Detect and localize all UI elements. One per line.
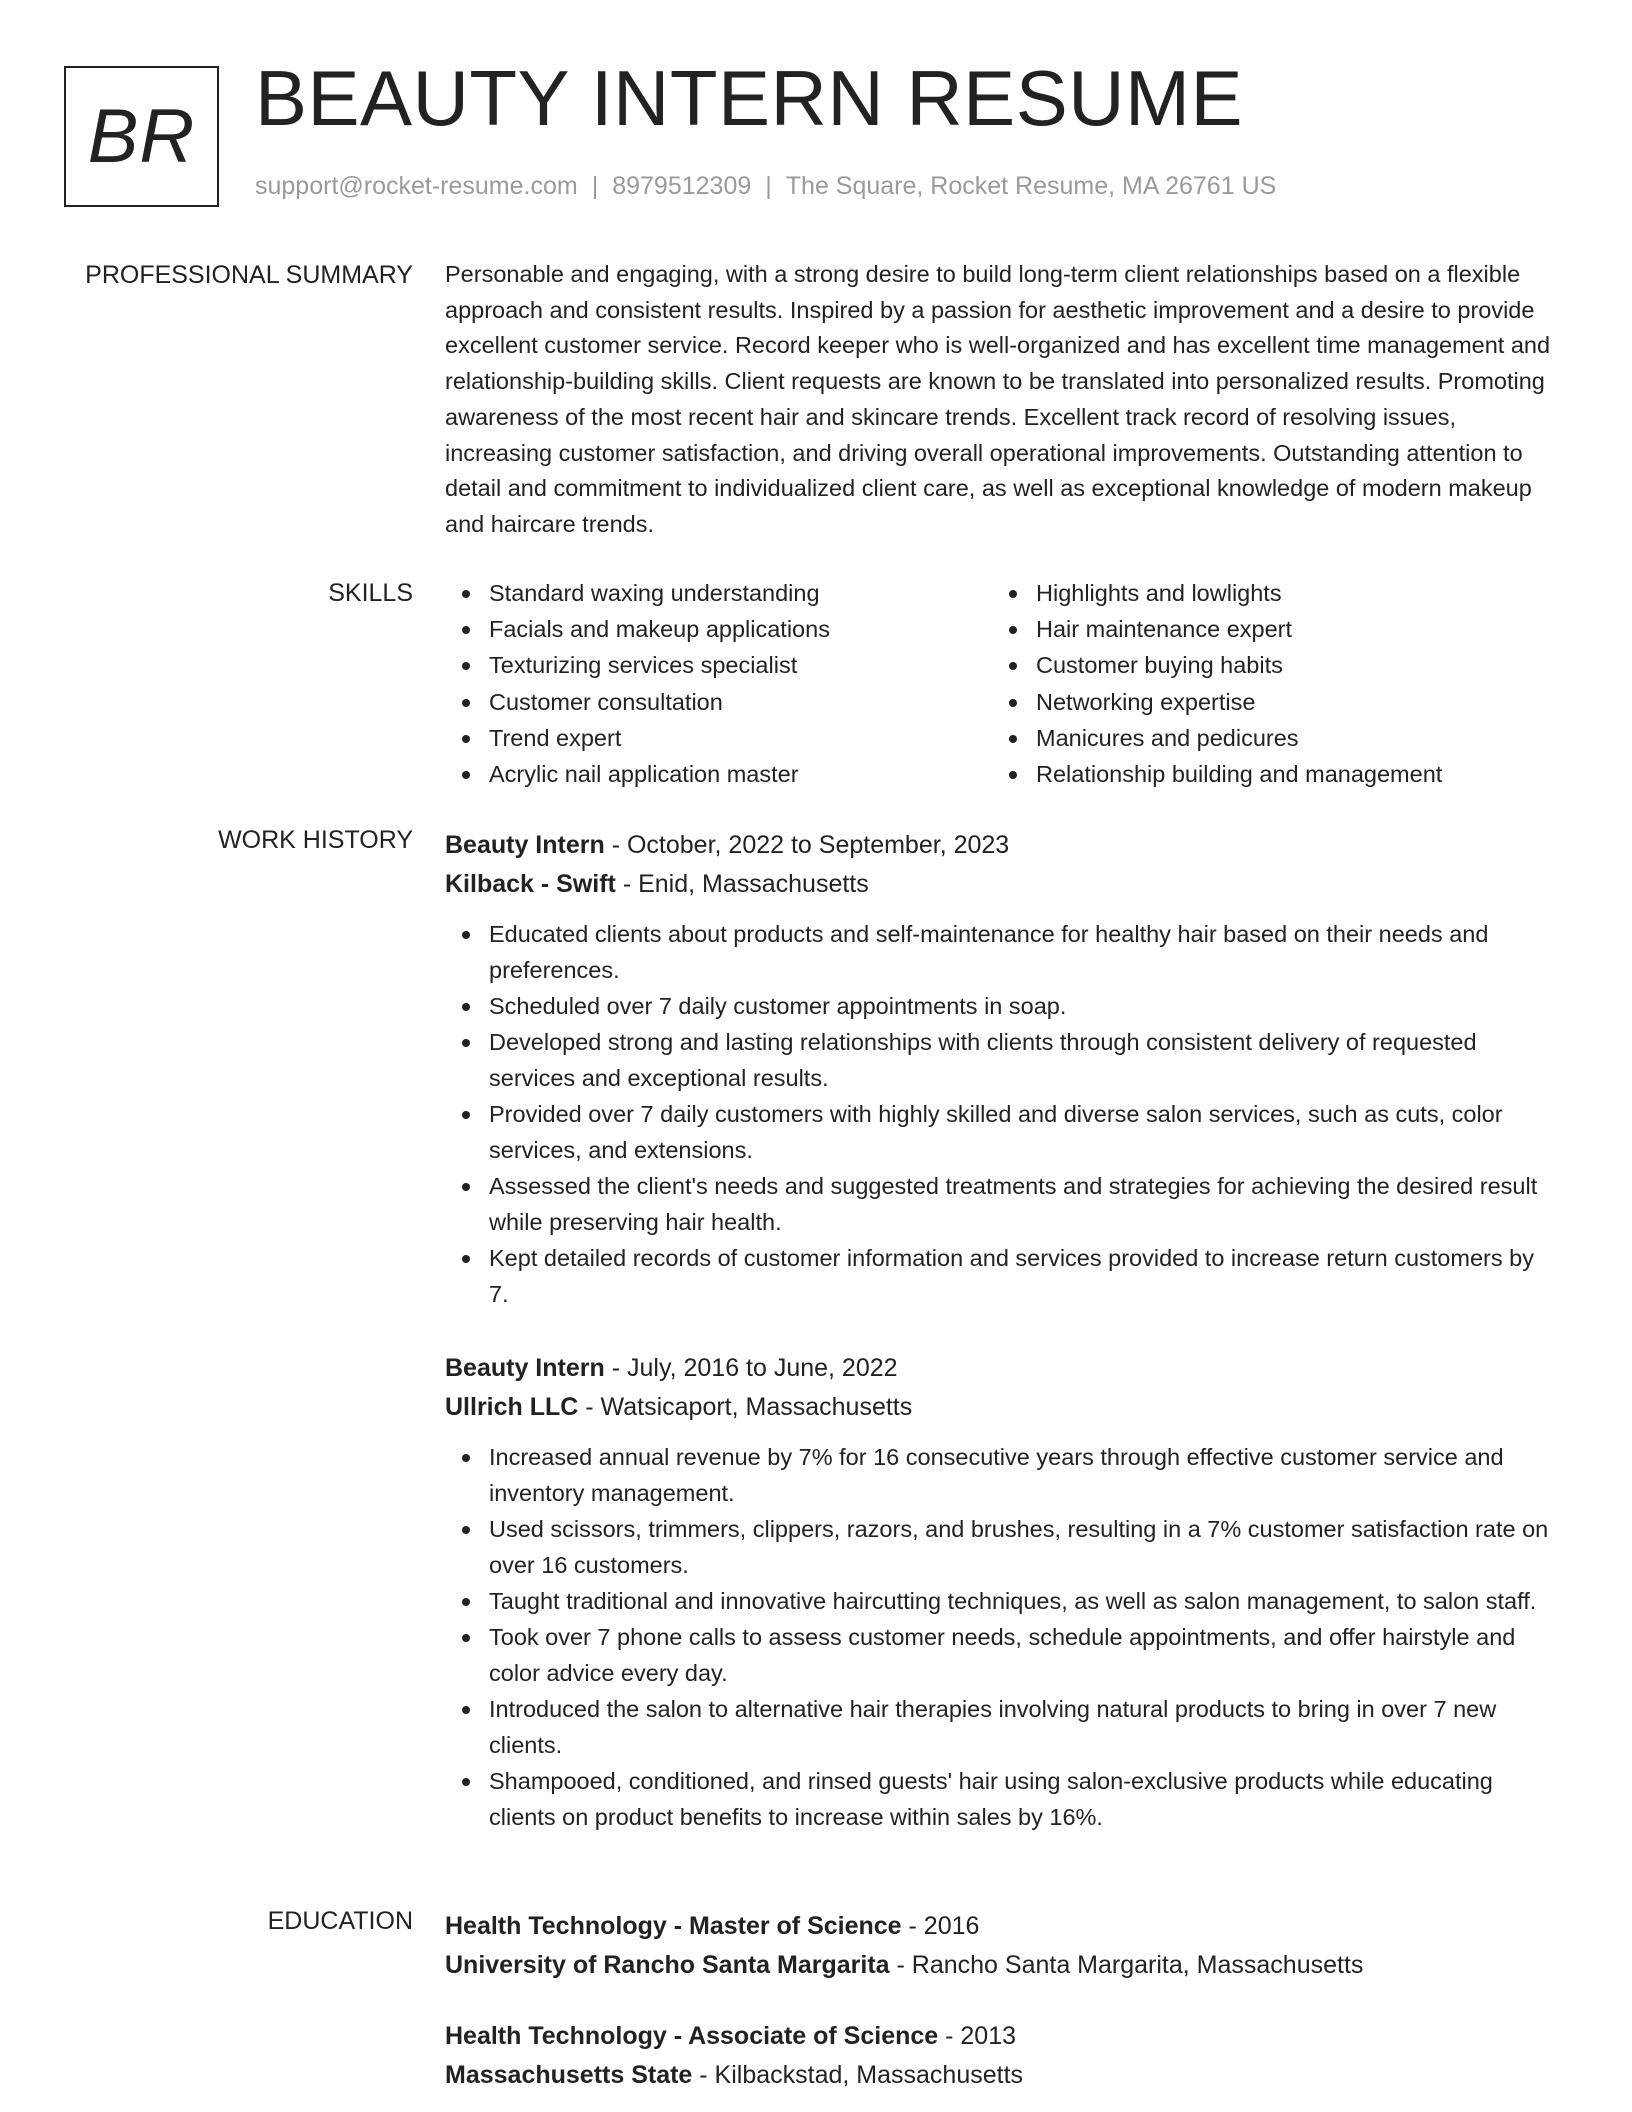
- education-body: [445, 1907, 1560, 1985]
- skill-item: Standard waxing understanding: [445, 575, 992, 611]
- education-body-2: [445, 2017, 1560, 2095]
- skill-item: Facials and makeup applications: [445, 611, 992, 647]
- job-title-line: [445, 1349, 1560, 1388]
- skill-item: Relationship building and management: [992, 756, 1442, 792]
- education-degree-line: [445, 1907, 1560, 1946]
- job-location: - Watsicaport, Massachusetts: [578, 1393, 913, 1421]
- education-school-line: [445, 1946, 1560, 1985]
- job-bullet: Kept detailed records of customer information and services provided to increase return customers by 7.: [445, 1240, 1560, 1312]
- skills-list-right: [992, 575, 1442, 792]
- job-bullet: Developed strong and lasting relationships with clients through consistent delivery of requested services and exceptional results.: [445, 1024, 1560, 1096]
- monogram-logo: BR: [64, 66, 219, 207]
- education-location: - Rancho Santa Margarita, Massachusetts: [889, 1951, 1364, 1979]
- contact-separator: |: [765, 172, 772, 200]
- job-bullet: Educated clients about products and self-maintenance for healthy hair based on their needs and preferences.: [445, 916, 1560, 988]
- education-school: University of Rancho Santa Margarita: [445, 1951, 890, 1979]
- skills-list-left: [445, 575, 992, 792]
- job-bullet: Scheduled over 7 daily customer appointments in soap.: [445, 988, 1560, 1024]
- skill-item: Trend expert: [445, 720, 992, 756]
- education-school-line: [445, 2056, 1560, 2095]
- contact-address: The Square, Rocket Resume, MA 26761 US: [785, 172, 1277, 200]
- summary-text: Personable and engaging, with a strong desire to build long-term client relationships based on a flexible approach and consistent results. Inspired by a passion for aesthetic improvement and a desire to provide excellent customer service. Record keeper who is well-organized and has excellent time management and relationship-building skills. Client requests are known to be translated into personalized results. Promoting awareness of the most recent hair and skincare trends. Excellent track record of resolving issues, increasing customer satisfaction, and driving overall operational improvements. Outstanding attention to detail and commitment to individualized client care, as well as exceptional knowledge of modern makeup and haircare trends.: [445, 261, 1551, 537]
- job-title: Beauty Intern: [445, 1354, 605, 1382]
- contact-line: [255, 172, 1276, 201]
- education-heading: EDUCATION: [267, 1907, 413, 1935]
- education-school: Massachusetts State: [445, 2061, 693, 2089]
- job-company: Kilback - Swift: [445, 870, 616, 898]
- job-title: Beauty Intern: [445, 831, 605, 859]
- job-bullet: Used scissors, trimmers, clippers, razors, and brushes, resulting in a 7% customer satisfaction rate on over 16 customers.: [445, 1511, 1560, 1583]
- contact-separator: |: [591, 172, 599, 200]
- skill-item: Acrylic nail application master: [445, 756, 992, 792]
- job-bullet: Shampooed, conditioned, and rinsed guests' hair using salon-exclusive products while educating clients on product benefits to increase within sales by 16%.: [445, 1763, 1560, 1835]
- job-dates: - July, 2016 to June, 2022: [604, 1354, 898, 1382]
- summary-body: [445, 261, 1560, 543]
- skill-item: Hair maintenance expert: [992, 611, 1442, 647]
- job-bullet: Assessed the client's needs and suggested treatments and strategies for achieving the desired result while preserving hair health.: [445, 1168, 1560, 1240]
- job-dates: - October, 2022 to September, 2023: [604, 831, 1010, 859]
- job-company: Ullrich LLC: [445, 1393, 579, 1421]
- work-history-body: [445, 826, 1560, 1312]
- skill-item: Customer consultation: [445, 684, 992, 720]
- job-company-line: [445, 1388, 1560, 1427]
- skills-grid: [445, 575, 1560, 792]
- job-bullets: [445, 916, 1560, 1312]
- job-entry: [445, 826, 1560, 1312]
- job-bullet: Taught traditional and innovative haircutting techniques, as well as salon management, to salon staff.: [445, 1583, 1560, 1619]
- job-bullet: Provided over 7 daily customers with highly skilled and diverse salon services, such as cuts, color services, and extensions.: [445, 1096, 1560, 1168]
- work-history-heading: WORK HISTORY: [218, 826, 413, 854]
- job-bullet: Increased annual revenue by 7% for 16 consecutive years through effective customer service and inventory management.: [445, 1439, 1560, 1511]
- job-company-line: [445, 865, 1560, 904]
- job-bullet: Took over 7 phone calls to assess customer needs, schedule appointments, and offer hairstyle and color advice every day.: [445, 1619, 1560, 1691]
- education-degree: Health Technology - Associate of Science: [445, 2022, 939, 2050]
- education-entry: [445, 2017, 1560, 2095]
- resume-title: BEAUTY INTERN RESUME: [255, 54, 1244, 142]
- education-entry: [445, 1907, 1560, 1985]
- skills-heading: SKILLS: [328, 579, 413, 607]
- education-location: - Kilbackstad, Massachusetts: [692, 2061, 1024, 2089]
- job-bullet: Introduced the salon to alternative hair therapies involving natural products to bring in over 7 new clients.: [445, 1691, 1560, 1763]
- education-year: - 2016: [901, 1912, 980, 1940]
- contact-email: support@rocket-resume.com: [255, 172, 578, 200]
- skills-body: [445, 579, 1560, 792]
- job-bullets: [445, 1439, 1560, 1835]
- skill-item: Customer buying habits: [992, 647, 1442, 683]
- job-entry: [445, 1349, 1560, 1835]
- summary-heading: PROFESSIONAL SUMMARY: [85, 261, 413, 289]
- skill-item: Networking expertise: [992, 684, 1442, 720]
- education-degree: Health Technology - Master of Science: [445, 1912, 902, 1940]
- education-year: - 2013: [938, 2022, 1017, 2050]
- skill-item: Texturizing services specialist: [445, 647, 992, 683]
- job-title-line: [445, 826, 1560, 865]
- skill-item: Highlights and lowlights: [992, 575, 1442, 611]
- work-history-body-2: [445, 1349, 1560, 1835]
- skill-item: Manicures and pedicures: [992, 720, 1442, 756]
- job-location: - Enid, Massachusetts: [615, 870, 869, 898]
- education-degree-line: [445, 2017, 1560, 2056]
- contact-phone: 8979512309: [612, 172, 752, 200]
